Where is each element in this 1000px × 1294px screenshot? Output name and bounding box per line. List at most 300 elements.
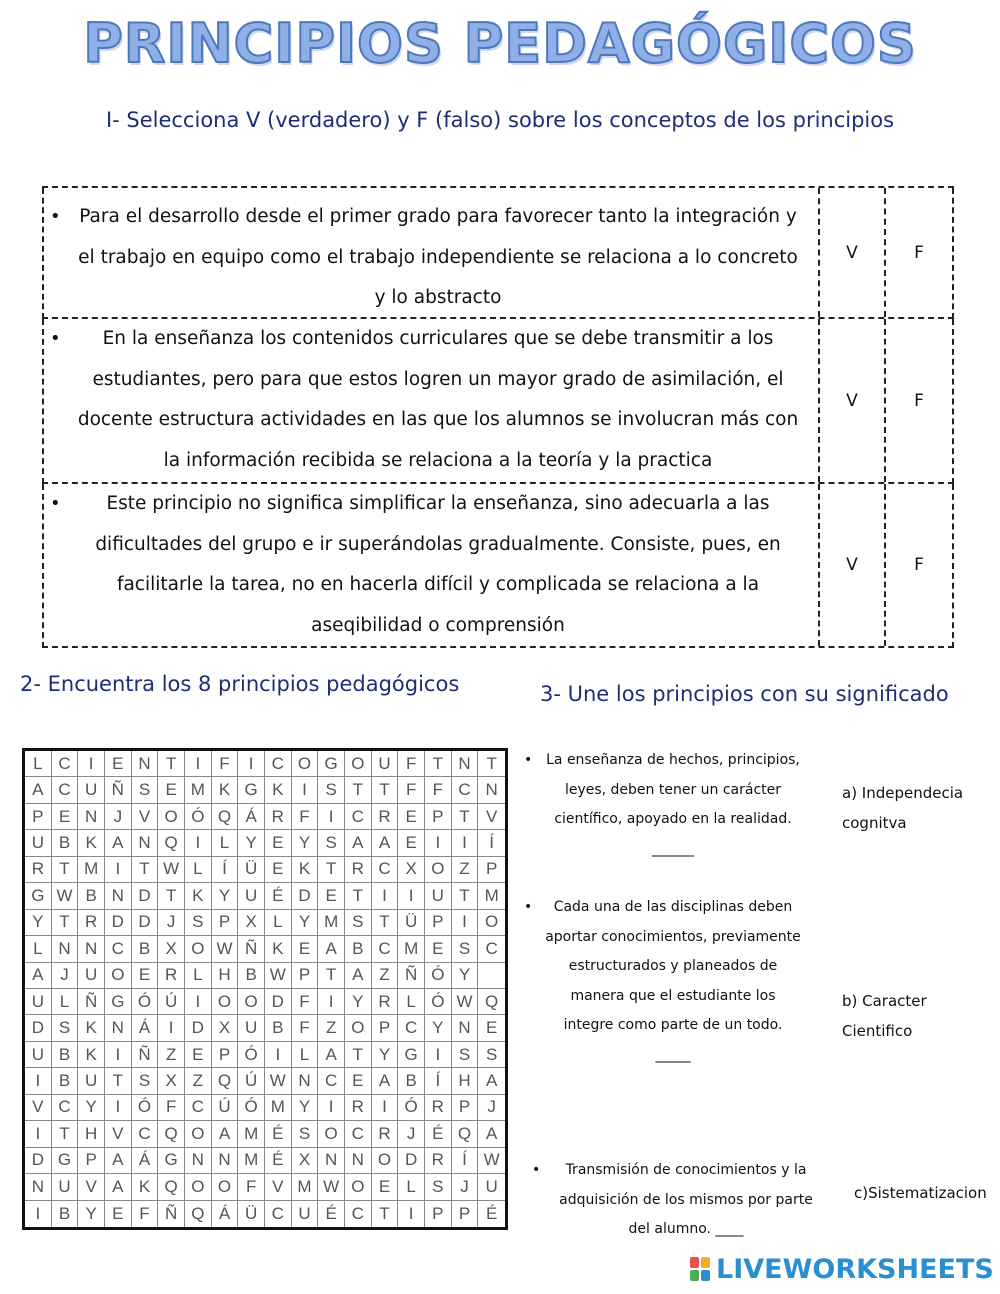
word-search-cell[interactable]: P [478,857,505,883]
word-search-cell[interactable]: Y [238,830,265,856]
word-search-cell[interactable]: É [265,883,292,909]
word-search-cell[interactable]: G [158,1148,185,1174]
word-search-cell[interactable]: K [292,857,319,883]
word-search-cell[interactable]: W [52,883,79,909]
word-search-cell[interactable]: V [265,1174,292,1200]
word-search-cell[interactable]: C [52,751,79,777]
word-search-cell[interactable]: Y [345,989,372,1015]
word-search-cell[interactable]: A [212,1121,239,1147]
word-search-cell[interactable]: Z [158,1042,185,1068]
word-search-cell[interactable]: E [372,1174,399,1200]
word-search-cell[interactable]: Í [478,830,505,856]
word-search-cell[interactable]: S [318,777,345,803]
word-search-cell[interactable]: A [25,963,52,989]
word-search-cell[interactable]: X [292,1148,319,1174]
word-search-cell[interactable]: V [78,1174,105,1200]
word-search-cell[interactable]: T [158,751,185,777]
word-search-cell[interactable]: Ó [238,1095,265,1121]
word-search-cell[interactable]: M [292,1174,319,1200]
word-search-cell[interactable]: T [318,857,345,883]
word-search-cell[interactable]: U [372,751,399,777]
word-search-cell[interactable]: Y [372,1042,399,1068]
word-search-cell[interactable]: K [78,1042,105,1068]
word-search-cell[interactable]: U [78,777,105,803]
word-search-cell[interactable]: N [105,883,132,909]
word-search-cell[interactable]: Ú [158,989,185,1015]
word-search-cell[interactable]: I [78,751,105,777]
word-search-cell[interactable]: R [345,857,372,883]
word-search-cell[interactable]: E [158,777,185,803]
word-search-cell[interactable]: Ó [132,989,159,1015]
word-search-cell[interactable]: M [265,1095,292,1121]
word-search-cell[interactable]: F [425,777,452,803]
word-search-cell[interactable]: T [345,1042,372,1068]
word-search-cell[interactable]: D [105,910,132,936]
word-search-cell[interactable]: C [52,777,79,803]
word-search-cell[interactable]: Ñ [398,963,425,989]
word-search-cell[interactable]: Y [78,1201,105,1227]
word-search-cell[interactable]: N [132,830,159,856]
word-search-cell[interactable]: A [318,936,345,962]
word-search-cell[interactable]: W [318,1174,345,1200]
word-search-cell[interactable]: N [78,936,105,962]
word-search-cell[interactable]: O [345,1015,372,1041]
word-search-cell[interactable]: Q [158,1121,185,1147]
word-search-cell[interactable]: Q [158,830,185,856]
word-search-cell[interactable]: X [158,936,185,962]
word-search-cell[interactable]: P [452,1095,479,1121]
word-search-cell[interactable]: T [105,1068,132,1094]
word-search-cell[interactable]: S [132,777,159,803]
word-search-cell[interactable]: C [132,1121,159,1147]
word-search-cell[interactable]: F [132,1201,159,1227]
word-search-cell[interactable]: Z [372,963,399,989]
word-search-cell[interactable]: Á [132,1148,159,1174]
word-search-cell[interactable]: I [25,1121,52,1147]
word-search-cell[interactable]: Q [158,1174,185,1200]
word-search-cell[interactable]: U [78,1068,105,1094]
word-search-cell[interactable]: C [398,1015,425,1041]
word-search-cell[interactable]: N [25,1174,52,1200]
word-search-cell[interactable]: T [372,910,399,936]
word-search-cell[interactable]: C [372,857,399,883]
word-search-cell[interactable]: E [265,857,292,883]
word-search-cell[interactable]: A [372,830,399,856]
word-search-cell[interactable]: A [318,1042,345,1068]
word-search-cell[interactable]: G [105,989,132,1015]
option-a[interactable]: a) Independecia cognitva [842,784,964,832]
word-search-cell[interactable]: C [105,936,132,962]
word-search-cell[interactable]: A [25,777,52,803]
word-search-cell[interactable]: I [292,777,319,803]
word-search-cell[interactable]: Y [212,883,239,909]
word-search-cell[interactable]: U [238,883,265,909]
word-search-cell[interactable]: B [52,1042,79,1068]
word-search-cell[interactable]: O [345,1174,372,1200]
word-search-cell[interactable]: I [372,883,399,909]
word-search-cell[interactable]: I [398,883,425,909]
word-search-cell[interactable]: E [398,804,425,830]
word-search-cell[interactable]: F [292,804,319,830]
word-search-cell[interactable]: B [132,936,159,962]
word-search-cell[interactable]: T [452,883,479,909]
word-search-cell[interactable]: M [318,910,345,936]
word-search-cell[interactable]: U [478,1174,505,1200]
word-search-cell[interactable]: E [105,1201,132,1227]
word-search-cell[interactable]: Y [452,963,479,989]
word-search-cell[interactable]: E [292,936,319,962]
word-search-cell[interactable]: Ó [425,963,452,989]
word-search-cell[interactable]: K [132,1174,159,1200]
word-search-cell[interactable]: É [425,1121,452,1147]
word-search-cell[interactable]: A [105,1148,132,1174]
word-search-cell[interactable]: W [265,963,292,989]
word-search-cell[interactable]: A [345,963,372,989]
word-search-cell[interactable]: Q [212,1068,239,1094]
word-search-cell[interactable]: S [478,1042,505,1068]
word-search-cell[interactable]: E [345,1068,372,1094]
word-search-cell[interactable]: M [238,1148,265,1174]
word-search-cell[interactable]: Ñ [132,1042,159,1068]
word-search-cell[interactable]: O [105,963,132,989]
word-search-cell[interactable]: O [212,989,239,1015]
word-search-cell[interactable]: T [158,883,185,909]
word-search-cell[interactable]: L [212,830,239,856]
word-search-cell[interactable]: X [398,857,425,883]
word-search-cell[interactable]: I [265,1042,292,1068]
word-search-cell[interactable]: G [52,1148,79,1174]
word-search-cell[interactable]: N [452,1015,479,1041]
word-search-cell[interactable]: I [185,830,212,856]
word-search-cell[interactable]: Y [78,1095,105,1121]
word-search-cell[interactable]: R [345,1095,372,1121]
word-search-cell[interactable]: J [452,1174,479,1200]
false-option[interactable]: F [914,555,924,575]
word-search-cell[interactable]: D [25,1015,52,1041]
word-search-cell[interactable]: S [318,830,345,856]
word-search-cell[interactable]: X [212,1015,239,1041]
word-search-cell[interactable]: N [318,1148,345,1174]
word-search-cell[interactable]: I [425,1042,452,1068]
word-search-cell[interactable]: C [452,777,479,803]
word-search-cell[interactable]: Y [425,1015,452,1041]
word-search-cell[interactable]: N [105,1015,132,1041]
word-search-cell[interactable]: G [318,751,345,777]
word-search-cell[interactable]: B [345,936,372,962]
word-search-cell[interactable]: E [52,804,79,830]
word-search-cell[interactable]: P [425,910,452,936]
word-search-cell[interactable]: I [105,857,132,883]
word-search-cell[interactable]: K [265,936,292,962]
word-search-cell[interactable]: R [372,804,399,830]
word-search-cell[interactable]: M [185,777,212,803]
word-search-cell[interactable]: J [105,804,132,830]
word-search-cell[interactable]: R [425,1148,452,1174]
word-search-cell[interactable]: B [398,1068,425,1094]
word-search-cell[interactable]: K [185,883,212,909]
word-search-cell[interactable]: V [132,804,159,830]
word-search-cell[interactable]: F [398,777,425,803]
word-search-cell[interactable]: N [78,804,105,830]
option-b[interactable]: b) Caracter Cientifico [842,992,927,1040]
word-search-cell[interactable]: O [185,936,212,962]
word-search-cell[interactable]: D [132,910,159,936]
word-search-cell[interactable]: A [105,1174,132,1200]
word-search-cell[interactable]: G [398,1042,425,1068]
word-search-cell[interactable]: T [372,777,399,803]
word-search-cell[interactable]: F [292,1015,319,1041]
word-search-cell[interactable]: T [425,751,452,777]
word-search-cell[interactable] [478,963,505,989]
word-search-cell[interactable]: P [452,1201,479,1227]
word-search-cell[interactable]: Ó [185,804,212,830]
word-search-cell[interactable]: É [265,1148,292,1174]
word-search-cell[interactable]: R [25,857,52,883]
word-search-cell[interactable]: N [212,1148,239,1174]
word-search-cell[interactable]: Z [452,857,479,883]
word-search-cell[interactable]: Ó [425,989,452,1015]
word-search-cell[interactable]: D [398,1148,425,1174]
word-search-cell[interactable]: F [292,989,319,1015]
word-search-cell[interactable]: Á [132,1015,159,1041]
word-search-cell[interactable]: J [478,1095,505,1121]
word-search-cell[interactable]: C [318,1068,345,1094]
false-option[interactable]: F [914,242,924,263]
word-search-cell[interactable]: I [185,989,212,1015]
word-search-cell[interactable]: E [398,830,425,856]
word-search-cell[interactable]: S [132,1068,159,1094]
word-search-cell[interactable]: E [132,963,159,989]
word-search-cell[interactable]: Ó [132,1095,159,1121]
word-search-cell[interactable]: I [425,830,452,856]
true-option[interactable]: V [820,484,886,646]
word-search-cell[interactable]: O [372,1148,399,1174]
word-search-cell[interactable]: W [212,936,239,962]
word-search-cell[interactable]: Á [238,804,265,830]
word-search-cell[interactable]: C [185,1095,212,1121]
word-search-cell[interactable]: E [318,883,345,909]
word-search-cell[interactable]: P [292,963,319,989]
word-search-cell[interactable]: R [425,1095,452,1121]
word-search-cell[interactable]: Ñ [158,1201,185,1227]
word-search-cell[interactable]: I [25,1068,52,1094]
word-search-cell[interactable]: T [452,804,479,830]
word-search-cell[interactable]: O [292,751,319,777]
word-search-cell[interactable]: I [238,751,265,777]
word-search-cell[interactable]: A [372,1068,399,1094]
word-search-cell[interactable]: S [292,1121,319,1147]
word-search-cell[interactable]: D [292,883,319,909]
word-search-cell[interactable]: O [318,1121,345,1147]
word-search-cell[interactable]: Ü [238,857,265,883]
word-search-cell[interactable]: I [452,910,479,936]
word-search-cell[interactable]: U [52,1174,79,1200]
word-search-cell[interactable]: P [425,1201,452,1227]
word-search-cell[interactable]: S [185,910,212,936]
word-search-cell[interactable]: U [238,1015,265,1041]
word-search-cell[interactable]: I [318,1095,345,1121]
word-search-cell[interactable]: I [105,1042,132,1068]
word-search-cell[interactable]: W [265,1068,292,1094]
word-search-cell[interactable]: C [478,936,505,962]
word-search-cell[interactable]: Ñ [238,936,265,962]
word-search-cell[interactable]: R [78,910,105,936]
word-search-cell[interactable]: O [185,1174,212,1200]
word-search-cell[interactable]: I [452,830,479,856]
word-search-cell[interactable]: T [478,751,505,777]
word-search-cell[interactable]: Í [452,1148,479,1174]
word-search-cell[interactable]: I [318,804,345,830]
word-search-grid[interactable] [22,748,508,1230]
word-search-cell[interactable]: U [425,883,452,909]
word-search-cell[interactable]: Q [478,989,505,1015]
true-option[interactable]: V [820,319,886,482]
word-search-cell[interactable]: D [25,1148,52,1174]
word-search-cell[interactable]: A [105,830,132,856]
word-search-cell[interactable]: L [292,1042,319,1068]
word-search-cell[interactable]: I [25,1201,52,1227]
word-search-cell[interactable]: G [238,777,265,803]
word-search-cell[interactable]: F [158,1095,185,1121]
word-search-cell[interactable]: C [52,1095,79,1121]
word-search-cell[interactable]: Q [185,1201,212,1227]
word-search-cell[interactable]: H [78,1121,105,1147]
word-search-cell[interactable]: Ó [398,1095,425,1121]
word-search-cell[interactable]: R [372,989,399,1015]
word-search-cell[interactable]: B [265,1015,292,1041]
word-search-cell[interactable]: G [25,883,52,909]
word-search-cell[interactable]: Í [212,857,239,883]
word-search-cell[interactable]: I [398,1201,425,1227]
word-search-cell[interactable]: Z [185,1068,212,1094]
word-search-cell[interactable]: N [478,777,505,803]
word-search-cell[interactable]: M [398,936,425,962]
false-option[interactable]: F [914,390,924,411]
word-search-cell[interactable]: T [345,777,372,803]
word-search-cell[interactable]: O [212,1174,239,1200]
word-search-cell[interactable]: S [52,1015,79,1041]
word-search-cell[interactable]: Ñ [105,777,132,803]
word-search-cell[interactable]: L [25,751,52,777]
word-search-cell[interactable]: C [345,1121,372,1147]
word-search-cell[interactable]: T [52,857,79,883]
word-search-cell[interactable]: É [485,1203,498,1223]
word-search-cell[interactable]: K [78,1015,105,1041]
word-search-cell[interactable]: L [185,963,212,989]
word-search-cell[interactable]: C [372,936,399,962]
word-search-cell[interactable]: É [318,1201,345,1227]
word-search-cell[interactable]: K [212,777,239,803]
word-search-cell[interactable]: O [425,857,452,883]
word-search-cell[interactable]: B [238,963,265,989]
word-search-cell[interactable]: P [425,804,452,830]
word-search-cell[interactable]: C [265,1201,292,1227]
word-search-cell[interactable]: R [158,963,185,989]
word-search-cell[interactable]: U [292,1201,319,1227]
word-search-cell[interactable]: B [78,883,105,909]
word-search-cell[interactable]: P [25,804,52,830]
word-search-cell[interactable]: V [25,1095,52,1121]
word-search-cell[interactable]: Á [212,1201,239,1227]
word-search-cell[interactable]: E [478,1015,505,1041]
word-search-cell[interactable]: P [78,1148,105,1174]
word-search-cell[interactable]: N [345,1148,372,1174]
word-search-cell[interactable]: I [372,1095,399,1121]
word-search-cell[interactable]: V [105,1121,132,1147]
word-search-cell[interactable]: C [345,1201,372,1227]
word-search-cell[interactable]: M [78,857,105,883]
word-search-cell[interactable]: J [158,910,185,936]
word-search-cell[interactable]: B [52,1068,79,1094]
word-search-cell[interactable]: I [105,1095,132,1121]
option-c[interactable]: c)Sistematizacion [854,1184,987,1202]
word-search-cell[interactable]: L [52,989,79,1015]
word-search-cell[interactable]: L [398,989,425,1015]
word-search-cell[interactable]: A [345,830,372,856]
word-search-cell[interactable]: H [452,1068,479,1094]
word-search-cell[interactable]: U [25,830,52,856]
word-search-cell[interactable]: B [52,830,79,856]
word-search-cell[interactable]: Ü [238,1201,265,1227]
word-search-cell[interactable]: T [132,857,159,883]
word-search-cell[interactable]: U [25,989,52,1015]
word-search-cell[interactable]: Q [452,1121,479,1147]
word-search-cell[interactable]: N [132,751,159,777]
word-search-cell[interactable]: O [238,989,265,1015]
word-search-cell[interactable]: X [238,910,265,936]
word-search-cell[interactable]: E [105,751,132,777]
word-search-cell[interactable]: H [212,963,239,989]
word-search-cell[interactable]: I [318,989,345,1015]
word-search-cell[interactable]: J [398,1121,425,1147]
word-search-cell[interactable]: W [478,1148,505,1174]
word-search-cell[interactable]: T [345,883,372,909]
word-search-cell[interactable]: D [185,1015,212,1041]
word-search-cell[interactable]: W [452,989,479,1015]
word-search-cell[interactable]: T [52,1121,79,1147]
word-search-cell[interactable]: R [372,1121,399,1147]
word-search-cell[interactable]: S [452,936,479,962]
word-search-cell[interactable]: K [265,777,292,803]
word-search-cell[interactable]: L [25,936,52,962]
word-search-cell[interactable]: K [78,830,105,856]
word-search-cell[interactable]: N [452,751,479,777]
word-search-cell[interactable]: S [425,1174,452,1200]
word-search-cell[interactable]: L [398,1174,425,1200]
word-search-cell[interactable]: L [185,857,212,883]
word-search-cell[interactable]: L [265,910,292,936]
word-search-cell[interactable]: Y [292,910,319,936]
word-search-cell[interactable]: O [185,1121,212,1147]
word-search-cell[interactable]: F [398,751,425,777]
word-search-cell[interactable]: P [212,910,239,936]
word-search-cell[interactable]: E [265,830,292,856]
word-search-cell[interactable]: T [372,1201,399,1227]
word-search-cell[interactable]: R [265,804,292,830]
word-search-cell[interactable]: E [185,1042,212,1068]
word-search-cell[interactable]: Ü [398,910,425,936]
word-search-cell[interactable]: S [452,1042,479,1068]
word-search-cell[interactable]: I [185,751,212,777]
word-search-cell[interactable]: N [185,1148,212,1174]
word-search-cell[interactable]: Z [318,1015,345,1041]
word-search-cell[interactable]: A [478,1068,505,1094]
word-search-cell[interactable]: C [265,751,292,777]
word-search-cell[interactable]: U [78,963,105,989]
word-search-cell[interactable]: I [158,1015,185,1041]
word-search-cell[interactable]: F [238,1174,265,1200]
word-search-cell[interactable]: X [158,1068,185,1094]
